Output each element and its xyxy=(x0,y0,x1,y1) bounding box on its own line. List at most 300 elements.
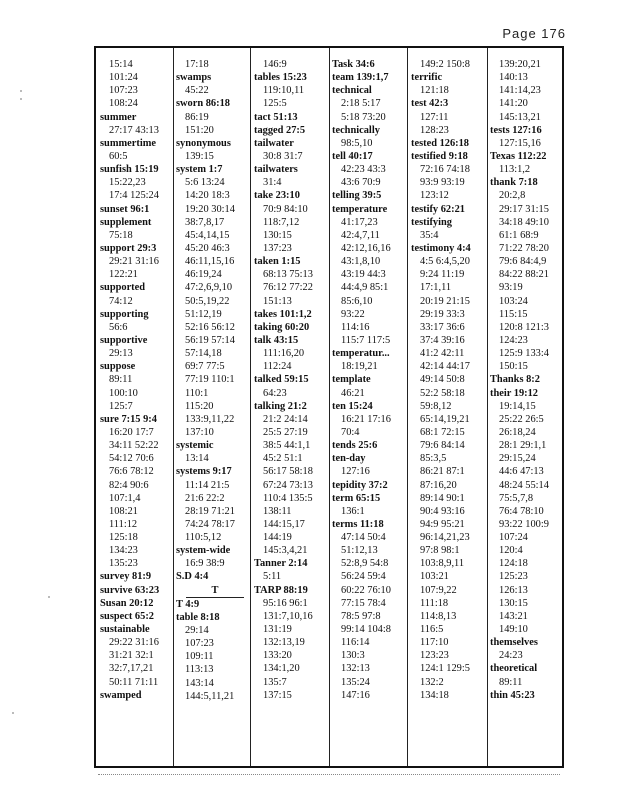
index-reference: 113:1,2 xyxy=(499,164,531,176)
index-term: tailwaters xyxy=(254,164,298,176)
index-term: supported xyxy=(100,282,146,294)
scan-mark xyxy=(20,90,22,92)
index-term: Susan 20:12 xyxy=(100,597,154,609)
index-reference: 51:12,13 xyxy=(341,545,378,557)
index-reference: 96:14,21,23 xyxy=(420,532,470,544)
index-term: system 1:7 xyxy=(176,164,223,176)
index-reference: 132:2 xyxy=(420,676,444,688)
index-column-1 xyxy=(100,58,172,702)
index-reference: 124:18 xyxy=(499,558,528,570)
index-reference: 125:5 xyxy=(263,98,287,110)
index-term: suspect 65:2 xyxy=(100,610,154,622)
index-reference: 43:19 44:3 xyxy=(341,269,386,281)
index-reference: 46:21 xyxy=(341,387,365,399)
index-reference: 43:6 70:9 xyxy=(341,177,381,189)
index-reference: 61:1 68:9 xyxy=(499,229,539,241)
index-reference: 15:14 xyxy=(109,59,133,70)
index-reference: 27:17 43:13 xyxy=(109,124,159,136)
index-reference: 17:1,11 xyxy=(420,282,452,294)
index-term: their 19:12 xyxy=(490,387,539,399)
index-reference: 42:12,16,16 xyxy=(341,242,391,254)
index-term: theoretical xyxy=(490,663,538,675)
index-reference: 71:22 78:20 xyxy=(499,242,549,254)
index-reference: 34:18 49:10 xyxy=(499,216,549,228)
index-reference: 78:5 97:8 xyxy=(341,610,381,622)
index-term: takes 101:1,2 xyxy=(254,308,312,320)
index-reference: 133:9,11,22 xyxy=(185,413,235,425)
index-term: sunfish 15:19 xyxy=(100,164,159,176)
index-reference: 145:3,4,21 xyxy=(263,545,308,557)
index-term: survive 63:23 xyxy=(100,584,160,596)
index-reference: 127:16 xyxy=(341,466,370,478)
index-reference: 21:2 24:14 xyxy=(263,413,308,425)
index-reference: 114:16 xyxy=(341,321,370,333)
index-term: testify 62:21 xyxy=(411,203,465,215)
index-reference: 68:1 72:15 xyxy=(420,426,465,438)
index-reference: 56:17 58:18 xyxy=(263,466,313,478)
index-reference: 46:19,24 xyxy=(185,269,222,281)
index-reference: 42:4,7,11 xyxy=(341,229,380,241)
index-reference: 85:6,10 xyxy=(341,295,373,307)
index-reference: 65:14,19,21 xyxy=(420,413,470,425)
index-reference: 79:6 84:4,9 xyxy=(499,256,547,268)
index-reference: 57:14,18 xyxy=(185,348,222,360)
index-reference: 99:14 104:8 xyxy=(341,624,391,636)
index-reference: 69:7 77:5 xyxy=(185,361,225,373)
index-reference: 134:1,20 xyxy=(263,663,300,675)
index-term: ten 15:24 xyxy=(332,400,373,412)
index-term: talk 43:15 xyxy=(254,334,299,346)
index-reference: 64:23 xyxy=(263,387,287,399)
index-reference: 127:15,16 xyxy=(499,137,541,149)
index-reference: 31:4 xyxy=(263,177,282,189)
index-reference: 29:21 31:16 xyxy=(109,256,159,268)
index-reference: 107:1,4 xyxy=(109,492,141,504)
index-reference: 135:23 xyxy=(109,558,138,570)
index-reference: 115:15 xyxy=(499,308,528,320)
index-term: tailwater xyxy=(254,137,294,149)
index-reference: 149:10 xyxy=(499,624,528,636)
index-reference: 87:16,20 xyxy=(420,479,457,491)
index-reference: 4:5 6:4,5,20 xyxy=(420,256,470,268)
index-reference: 16:9 38:9 xyxy=(185,558,225,570)
index-reference: 125:23 xyxy=(499,571,528,583)
index-reference: 124:23 xyxy=(499,334,528,346)
index-reference: 120:8 121:3 xyxy=(499,321,549,333)
index-reference: 29:15,24 xyxy=(499,453,536,465)
index-reference: 150:15 xyxy=(499,361,528,373)
index-reference: 134:23 xyxy=(109,545,138,557)
index-term: tables 15:23 xyxy=(254,72,307,84)
index-reference: 56:6 xyxy=(109,321,128,333)
index-reference: 20:2,8 xyxy=(499,190,526,202)
index-reference: 149:2 150:8 xyxy=(420,59,470,70)
index-reference: 2:18 5:17 xyxy=(341,98,381,110)
index-reference: 29:13 xyxy=(109,348,133,360)
index-term: tact 51:13 xyxy=(254,111,298,123)
index-reference: 38:7,8,17 xyxy=(185,216,225,228)
index-reference: 137:15 xyxy=(263,689,292,701)
index-reference: 107:23 xyxy=(185,638,214,650)
index-term: synonymous xyxy=(176,137,231,149)
index-term: suppose xyxy=(100,361,136,373)
index-reference: 137:23 xyxy=(263,242,292,254)
index-reference: 140:13 xyxy=(499,72,528,84)
index-reference: 72:16 74:18 xyxy=(420,164,470,176)
index-reference: 147:16 xyxy=(341,689,370,701)
index-term: term 65:15 xyxy=(332,492,381,504)
index-reference: 141:14,23 xyxy=(499,85,541,97)
index-term: terms 11:18 xyxy=(332,518,384,530)
index-term: support 29:3 xyxy=(100,242,157,254)
index-reference: 138:11 xyxy=(263,505,292,517)
index-reference: 111:12 xyxy=(109,518,138,530)
index-term: Task 34:6 xyxy=(332,59,375,70)
index-reference: 50:11 71:11 xyxy=(109,676,159,688)
index-reference: 5:18 73:20 xyxy=(341,111,386,123)
index-reference: 76:12 77:22 xyxy=(263,282,313,294)
index-term: supportive xyxy=(100,334,148,346)
index-term: sworn 86:18 xyxy=(176,98,230,110)
index-reference: 52:2 58:18 xyxy=(420,387,465,399)
index-reference: 19:14,15 xyxy=(499,400,536,412)
index-reference: 124:1 129:5 xyxy=(420,663,470,675)
index-reference: 132:13 xyxy=(341,663,370,675)
index-reference: 118:7,12 xyxy=(263,216,300,228)
index-term: S.D 4:4 xyxy=(176,571,209,583)
index-reference: 125:9 133:4 xyxy=(499,348,549,360)
index-reference: 34:11 52:22 xyxy=(109,440,159,452)
index-term: ten-day xyxy=(332,453,366,465)
index-reference: 122:21 xyxy=(109,269,138,281)
index-reference: 111:18 xyxy=(420,597,449,609)
index-reference: 135:7 xyxy=(263,676,287,688)
index-reference: 110:4 135:5 xyxy=(263,492,313,504)
index-reference: 35:4 xyxy=(420,229,439,241)
index-reference: 143:21 xyxy=(499,610,528,622)
index-reference: 54:12 70:6 xyxy=(109,453,154,465)
scan-mark xyxy=(48,596,50,598)
index-term: tepidity 37:2 xyxy=(332,479,388,491)
index-term: take 23:10 xyxy=(254,190,300,202)
index-term: systemic xyxy=(176,440,214,452)
index-reference: 84:22 88:21 xyxy=(499,269,549,281)
index-reference: 120:4 xyxy=(499,545,523,557)
index-term: talking 21:2 xyxy=(254,400,307,412)
index-reference: 109:11 xyxy=(185,651,214,663)
index-term: template xyxy=(332,374,371,386)
index-reference: 13:14 xyxy=(185,453,209,465)
index-reference: 130:15 xyxy=(263,229,292,241)
index-reference: 21:6 22:2 xyxy=(185,492,225,504)
index-reference: 128:23 xyxy=(420,124,449,136)
index-reference: 93:9 93:19 xyxy=(420,177,465,189)
index-reference: 49:14 50:8 xyxy=(420,374,465,386)
index-reference: 116:14 xyxy=(341,637,370,649)
index-reference: 42:14 44:17 xyxy=(420,361,470,373)
index-reference: 141:20 xyxy=(499,98,528,110)
index-reference: 76:4 78:10 xyxy=(499,505,544,517)
index-reference: 115:20 xyxy=(185,400,214,412)
index-term: tagged 27:5 xyxy=(254,124,306,136)
index-term: test 42:3 xyxy=(411,98,449,110)
index-reference: 60:22 76:10 xyxy=(341,584,391,596)
index-reference: 131:19 xyxy=(263,624,292,636)
index-term: summertime xyxy=(100,137,156,149)
index-reference: 76:6 78:12 xyxy=(109,466,154,478)
index-reference: 151:13 xyxy=(263,295,292,307)
index-reference: 127:11 xyxy=(420,111,449,123)
index-term: tell 40:17 xyxy=(332,150,373,162)
index-reference: 108:24 xyxy=(109,98,138,110)
index-reference: 93:22 100:9 xyxy=(499,518,549,530)
index-reference: 26:18,24 xyxy=(499,426,536,438)
index-reference: 5:11 xyxy=(263,571,282,583)
index-term: tested 126:18 xyxy=(411,137,470,149)
index-reference: 146:9 xyxy=(263,59,287,70)
index-reference: 125:18 xyxy=(109,532,138,544)
index-reference: 28:19 71:21 xyxy=(185,505,235,517)
index-reference: 29:14 xyxy=(185,625,209,637)
index-reference: 56:24 59:4 xyxy=(341,571,386,583)
index-reference: 144:5,11,21 xyxy=(185,690,235,702)
index-term: technical xyxy=(332,85,372,97)
index-reference: 52:16 56:12 xyxy=(185,321,235,333)
index-reference: 107:23 xyxy=(109,85,138,97)
index-reference: 32:7,17,21 xyxy=(109,663,154,675)
index-reference: 107:9,22 xyxy=(420,584,457,596)
index-column-6 xyxy=(490,58,562,702)
index-reference: 107:24 xyxy=(499,532,528,544)
index-reference: 151:20 xyxy=(185,124,214,136)
index-column-4 xyxy=(332,58,406,702)
index-reference: 135:24 xyxy=(341,676,370,688)
index-reference: 89:14 90:1 xyxy=(420,492,465,504)
index-term: Tanner 2:14 xyxy=(254,558,308,570)
index-reference: 130:15 xyxy=(499,597,528,609)
index-term: temperatur... xyxy=(332,348,390,360)
index-reference: 103:21 xyxy=(420,571,449,583)
index-reference: 44:4,9 85:1 xyxy=(341,282,389,294)
column-divider xyxy=(329,48,330,766)
scan-mark xyxy=(12,712,14,714)
index-reference: 25:22 26:5 xyxy=(499,413,544,425)
index-term: talked 59:15 xyxy=(254,374,309,386)
index-reference: 29:19 33:3 xyxy=(420,308,465,320)
index-column-2 xyxy=(176,58,248,703)
index-reference: 44:6 47:13 xyxy=(499,466,544,478)
index-reference: 77:19 110:1 xyxy=(185,374,235,386)
index-reference: 9:24 11:19 xyxy=(420,269,465,281)
index-term: temperature xyxy=(332,203,388,215)
index-reference: 110:5,12 xyxy=(185,532,222,544)
index-term: sustainable xyxy=(100,624,150,636)
index-reference: 43:1,8,10 xyxy=(341,256,381,268)
index-reference: 86:19 xyxy=(185,111,209,123)
index-reference: 113:13 xyxy=(185,664,214,676)
index-reference: 93:22 xyxy=(341,308,365,320)
index-reference: 86:21 87:1 xyxy=(420,466,465,478)
index-reference: 121:18 xyxy=(420,85,449,97)
index-reference: 46:11,15,16 xyxy=(185,256,235,268)
index-reference: 137:10 xyxy=(185,426,214,438)
index-reference: 139:20,21 xyxy=(499,59,541,70)
index-term: Texas 112:22 xyxy=(490,150,547,162)
index-term: sunset 96:1 xyxy=(100,203,150,215)
index-reference: 74:12 xyxy=(109,295,133,307)
index-reference: 75:5,7,8 xyxy=(499,492,534,504)
index-reference: 77:15 78:4 xyxy=(341,597,386,609)
index-reference: 45:2 51:1 xyxy=(263,453,303,465)
index-reference: 25:5 27:19 xyxy=(263,426,308,438)
index-reference: 145:13,21 xyxy=(499,111,541,123)
index-reference: 45:4,14,15 xyxy=(185,229,230,241)
index-reference: 33:17 36:6 xyxy=(420,321,465,333)
index-reference: 28:1 29:1,1 xyxy=(499,440,547,452)
index-reference: 110:1 xyxy=(185,387,209,399)
index-reference: 30:8 31:7 xyxy=(263,150,303,162)
index-reference: 68:13 75:13 xyxy=(263,269,313,281)
index-term: telling 39:5 xyxy=(332,190,382,202)
index-reference: 116:5 xyxy=(420,624,444,636)
index-reference: 51:12,19 xyxy=(185,308,222,320)
index-reference: 134:18 xyxy=(420,689,449,701)
index-reference: 50:5,19,22 xyxy=(185,295,230,307)
index-reference: 108:21 xyxy=(109,505,138,517)
index-reference: 114:8,13 xyxy=(420,610,457,622)
index-reference: 16:20 17:7 xyxy=(109,426,154,438)
index-reference: 29:22 31:16 xyxy=(109,637,159,649)
index-reference: 15:22,23 xyxy=(109,177,146,189)
index-reference: 126:13 xyxy=(499,584,528,596)
index-term: taken 1:15 xyxy=(254,256,301,268)
index-term: technically xyxy=(332,124,380,136)
index-reference: 100:10 xyxy=(109,387,138,399)
index-term: T 4:9 xyxy=(176,598,200,610)
index-reference: 38:5 44:1,1 xyxy=(263,440,311,452)
index-term: team 139:1,7 xyxy=(332,72,389,84)
index-reference: 139:15 xyxy=(185,150,214,162)
index-term: swamped xyxy=(100,689,142,701)
index-reference: 85:3,5 xyxy=(420,453,447,465)
index-table xyxy=(94,46,564,768)
index-reference: 56:19 57:14 xyxy=(185,334,235,346)
index-reference: 144:19 xyxy=(263,532,292,544)
index-reference: 47:14 50:4 xyxy=(341,532,386,544)
index-reference: 101:24 xyxy=(109,72,138,84)
index-term: testifying xyxy=(411,216,452,228)
index-reference: 60:5 xyxy=(109,150,128,162)
index-reference: 79:6 84:14 xyxy=(420,440,465,452)
index-reference: 112:24 xyxy=(263,361,292,373)
index-reference: 132:13,19 xyxy=(263,637,305,649)
index-reference: 95:16 96:1 xyxy=(263,597,308,609)
index-term: TARP 88:19 xyxy=(254,584,308,596)
scan-mark xyxy=(20,98,22,100)
index-reference: 136:1 xyxy=(341,505,365,517)
index-reference: 5:6 13:24 xyxy=(185,177,225,189)
index-term: testified 9:18 xyxy=(411,150,468,162)
index-reference: 133:20 xyxy=(263,650,292,662)
index-reference: 20:19 21:15 xyxy=(420,295,470,307)
column-divider xyxy=(250,48,251,766)
index-reference: 19:20 30:14 xyxy=(185,203,235,215)
index-reference: 111:16,20 xyxy=(263,348,305,360)
index-reference: 11:14 21:5 xyxy=(185,479,230,491)
index-reference: 123:23 xyxy=(420,650,449,662)
index-reference: 41:17,23 xyxy=(341,216,378,228)
index-term: tests 127:16 xyxy=(490,124,542,136)
index-reference: 131:7,10,16 xyxy=(263,610,313,622)
column-divider xyxy=(173,48,174,766)
index-term: taking 60:20 xyxy=(254,321,310,333)
index-reference: 70:4 xyxy=(341,426,360,438)
index-reference: 143:14 xyxy=(185,677,214,689)
index-term: thank 7:18 xyxy=(490,177,538,189)
index-term: sure 7:15 9:4 xyxy=(100,413,157,425)
index-reference: 59:8,12 xyxy=(420,400,452,412)
index-column-3 xyxy=(254,58,328,702)
index-reference: 98:5,10 xyxy=(341,137,373,149)
index-reference: 37:4 39:16 xyxy=(420,334,465,346)
index-term: survey 81:9 xyxy=(100,571,152,583)
index-reference: 18:19,21 xyxy=(341,361,378,373)
index-reference: 74:24 78:17 xyxy=(185,518,235,530)
index-term: systems 9:17 xyxy=(176,466,232,478)
column-divider xyxy=(407,48,408,766)
index-reference: 24:23 xyxy=(499,650,523,662)
index-reference: 17:18 xyxy=(185,59,209,70)
index-reference: 103:24 xyxy=(499,295,528,307)
index-term: themselves xyxy=(490,637,538,649)
index-reference: 52:8,9 54:8 xyxy=(341,558,389,570)
index-reference: 89:11 xyxy=(499,676,523,688)
page-number: Page 176 xyxy=(502,26,566,41)
index-reference: 29:17 31:15 xyxy=(499,203,549,215)
index-term: supplement xyxy=(100,216,152,228)
index-reference: 97:8 98:1 xyxy=(420,545,460,557)
index-reference: 115:7 117:5 xyxy=(341,334,391,346)
index-reference: 48:24 55:14 xyxy=(499,479,549,491)
index-term: terrific xyxy=(411,72,443,84)
index-reference: 123:12 xyxy=(420,190,449,202)
index-reference: 90:4 93:16 xyxy=(420,505,465,517)
index-reference: 45:20 46:3 xyxy=(185,242,230,254)
index-reference: 94:9 95:21 xyxy=(420,518,465,530)
index-reference: 31:21 32:1 xyxy=(109,650,154,662)
index-term: testimony 4:4 xyxy=(411,242,471,254)
index-reference: 47:2,6,9,10 xyxy=(185,282,233,294)
column-divider xyxy=(487,48,488,766)
index-reference: 41:2 42:11 xyxy=(420,348,465,360)
index-reference: 117:10 xyxy=(420,637,449,649)
index-term: system-wide xyxy=(176,545,231,557)
index-reference: 119:10,11 xyxy=(263,85,305,97)
index-term: swamps xyxy=(176,72,212,84)
index-reference: 144:15,17 xyxy=(263,518,305,530)
index-reference: 42:23 43:3 xyxy=(341,164,386,176)
index-term: table 8:18 xyxy=(176,611,220,623)
footer-rule xyxy=(98,774,560,775)
index-reference: 130:3 xyxy=(341,650,365,662)
index-reference: 82:4 90:6 xyxy=(109,479,149,491)
index-reference: 14:20 18:3 xyxy=(185,190,230,202)
index-term: Thanks 8:2 xyxy=(490,374,540,386)
index-reference: 70:9 84:10 xyxy=(263,203,308,215)
index-reference: 93:19 xyxy=(499,282,523,294)
index-reference: 16:21 17:16 xyxy=(341,413,391,425)
index-reference: 75:18 xyxy=(109,229,133,241)
